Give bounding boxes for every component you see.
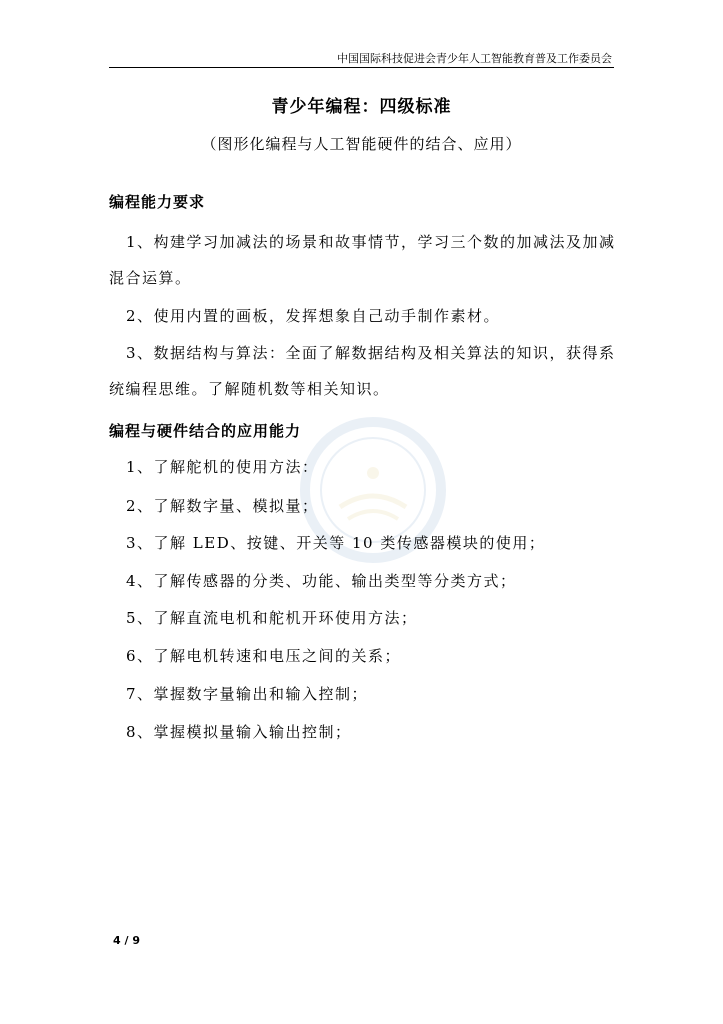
- list-item: 3、数据结构与算法：全面了解数据结构及相关算法的知识，获得系统编程思维。了解随机数等相关知识。: [109, 344, 616, 398]
- list-item: 5、了解直流电机和舵机开环使用方法；: [126, 609, 418, 627]
- list-item: 2、使用内置的画板，发挥想象自己动手制作素材。: [126, 307, 501, 325]
- document-subtitle: （图形化编程与人工智能硬件的结合、应用）: [201, 135, 522, 153]
- list-item: 4、了解传感器的分类、功能、输出类型等分类方式；: [126, 572, 517, 590]
- list-item: 7、掌握数字量输出和输入控制；: [126, 685, 369, 703]
- list-item: 2、了解数字量、模拟量；: [126, 497, 319, 515]
- list-item: 6、了解电机转速和电压之间的关系；: [126, 647, 402, 665]
- list-item: 1、了解舵机的使用方法：: [126, 458, 319, 476]
- header-divider: [109, 67, 614, 68]
- section-heading-programming: 编程能力要求: [109, 193, 206, 211]
- section-heading-hardware: 编程与硬件结合的应用能力: [109, 422, 302, 440]
- list-item: 3、了解 LED、按键、开关等 10 类传感器模块的使用；: [126, 534, 546, 552]
- document-title: 青少年编程：四级标准: [271, 97, 452, 117]
- page-number: 4 / 9: [113, 934, 140, 947]
- header-organization: 中国国际科技促进会青少年人工智能教育普及工作委员会: [337, 52, 612, 65]
- list-item: 1、构建学习加减法的场景和故事情节，学习三个数的加减法及加减混合运算。: [109, 233, 616, 287]
- list-item: 8、掌握模拟量输入输出控制；: [126, 723, 352, 741]
